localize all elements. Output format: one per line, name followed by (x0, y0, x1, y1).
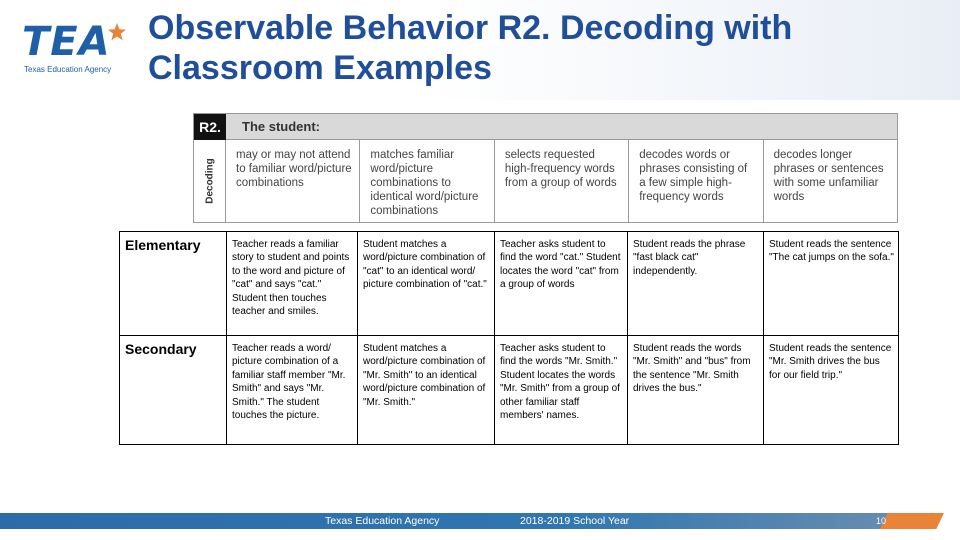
table-cell: Student reads the sentence "Mr. Smith drives the bus for our field trip." (764, 336, 899, 445)
rubric-cell: may or may not attend to familiar word/picture combinations (226, 140, 360, 222)
rubric-cells (226, 140, 897, 222)
footer-accent (880, 513, 944, 529)
page-number: 10 (876, 516, 887, 526)
table-cell: Teacher reads a word/ picture combination of a familiar staff member "Mr. Smith" and says "Mr. Smith." The student touches the picture. (227, 336, 358, 445)
rubric-code: R2. (194, 114, 226, 140)
logo-letters: TEA (22, 19, 111, 65)
rubric-cell: decodes words or phrases consisting of a few simple high-frequency words (629, 140, 763, 222)
level-label: Elementary (120, 232, 227, 336)
rubric-header (194, 114, 897, 140)
table-cell: Student matches a word/picture combination of "cat" to an identical word/ picture combination of "cat." (358, 232, 495, 336)
table-cell: Teacher reads a familiar story to student and points to the word and picture of "cat" and says "cat." Student then touches teacher and smiles. (227, 232, 358, 336)
decoding-label: Decoding (204, 158, 215, 204)
level-label: Secondary (120, 336, 227, 445)
logo-subtitle: Texas Education Agency (24, 65, 112, 74)
rubric-reference (193, 113, 898, 223)
footer-school-year: 2018-2019 School Year (520, 515, 630, 527)
rubric-cell: decodes longer phrases or sentences with some unfamiliar words (773, 149, 884, 203)
rubric-cell: matches familiar word/picture combinations to identical word/picture combinations (360, 140, 494, 222)
table-row (120, 336, 899, 445)
star-icon (107, 22, 127, 42)
table-cell: Student reads the words "Mr. Smith" and "bus" from the sentence "Mr. Smith drives the bus." (628, 336, 764, 445)
rubric-cell: selects requested high-frequency words from a group of words (495, 140, 629, 222)
header (0, 0, 960, 100)
slide-title: Observable Behavior R2. Decoding with Classroom Examples (148, 9, 793, 87)
table-cell: Teacher asks student to find the words "Mr. Smith." Student locates the words "Mr. Smith" from a group of other familiar staff members' names. (495, 336, 628, 445)
table-cell: Teacher asks student to find the word "cat." Student locates the word "cat" from a group of words (495, 232, 628, 336)
footer-bar (0, 513, 930, 529)
table-cell: Student reads the sentence "The cat jumps on the sofa." (764, 232, 899, 336)
examples-table (119, 231, 899, 445)
table-row (120, 232, 899, 336)
table-cell: Student matches a word/picture combination of "Mr. Smith" to an identical word/picture combination of "Mr. Smith." (358, 336, 495, 445)
footer (0, 513, 960, 529)
rubric-side-label (194, 140, 226, 222)
table-cell: Student reads the phrase "fast black cat" independently. (628, 232, 764, 336)
tea-logo (22, 20, 132, 80)
footer-organization: Texas Education Agency (325, 515, 440, 527)
rubric-heading: The student: (242, 119, 320, 134)
